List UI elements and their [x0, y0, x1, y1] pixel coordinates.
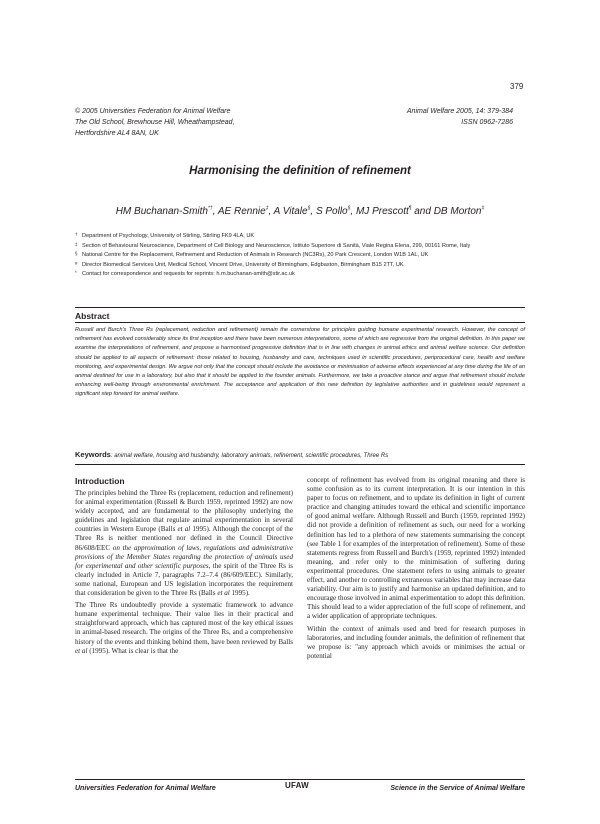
abstract-heading: Abstract — [75, 311, 110, 321]
issn: ISSN 0962-7286 — [461, 119, 513, 126]
affiliation-item: ‡ Section of Behavioural Neuroscience, Department of Cell Biology and Neuroscience, Istituto Superiore di Sanità, Viale Regina Elena, 299, 00161 Rome, Italy — [75, 241, 471, 249]
keywords-label: Keywords — [75, 450, 111, 459]
author-list — [0, 206, 600, 217]
copyright-line: © 2005 Universities Federation for Animal Welfare — [75, 108, 231, 115]
affiliation-item: § National Centre for the Replacement, Refinement and Reduction of Animals in Research (NC3Rs), 20 Park Crescent, London W1B 1AL, UK — [75, 251, 429, 259]
journal-header-left — [75, 106, 315, 139]
paragraph: concept of refinement has evolved from its original meaning and there is some confusion as to its current interpretation. It is our intention in this paper to focus on refinement, and to update its definition in light of current practice and changing attitudes toward the ethical and scientific importance of good animal welfare. Although Russell and Burch (1959, reprinted 1992) did not provide a definition of refinement as such, our need for a working definition has led to a plethora of new statements summarising the concept (see Table 1 for examples of the interpretation of refinement). Some of these statements regress from Russell and Burch's (1959, reprinted 1992) intended meaning, and refer only to the minimisation of suffering during experimental procedures. One statement refers to using animals to greater effect, and another to controlling extraneous variables that may increase data variability. Our aim is to justify and harmonise an updated definition, and to encourage those involved in animal experimentation to adopt this definition. This should lead to a wider appreciation of the full scope of refinement, and a wider application of appropriate techniques. — [307, 476, 525, 621]
body-column-right — [307, 476, 525, 661]
ufaw-logo-icon: UFAW — [285, 781, 309, 790]
abstract-rule-top — [75, 307, 525, 308]
address-line-2: Hertfordshire AL4 8AN, UK — [75, 130, 159, 137]
address-line-1: The Old School, Brewhouse Hill, Wheathampstead, — [75, 119, 235, 126]
keywords — [75, 450, 525, 459]
introduction-heading: Introduction — [75, 476, 125, 486]
paragraph: The Three Rs undoubtedly provide a systematic framework to advance humane experimental technique. Their value lies in their practical and straightforward approach, which has captured most of the key ethical issues in animal-based research. The origins of the Three Rs, and a comprehensive history of the events and thinking behind them, have been reviewed by Balls et al (1995). What is clear is that the — [75, 601, 293, 655]
body-column-left — [75, 489, 293, 656]
affiliations — [75, 232, 525, 279]
journal-header-right — [313, 106, 513, 128]
affiliation-item: * Contact for correspondence and requests for reprints: h.m.buchanan-smith@stir.ac.uk — [75, 270, 295, 278]
affiliation-item: † Department of Psychology, University of Stirling, Stirling FK9 4LA, UK — [75, 232, 255, 239]
author: S Pollo§, — [315, 206, 356, 218]
abstract-text: Russell and Burch's Three Rs (replacement, reduction and refinement) remain the cornerstone for principles guiding humane experimental research. However, the concept of refinement has evolved considerably since its first inception and there have been numerous interpretations, some of which are regressive from the original definition. In this paper we examine the interpretations of refinement, and propose a harmonised progressive definition that is in line with changes in animal ethics and animal welfare science. Our definition should be applied to all aspects of refinement: those related to housing, husbandry and care, techniques used in scientific procedures, periprocedural care, health and welfare monitoring, and experimental design. We argue not only that the concept should include the avoidance or minimisation of adverse effects experienced at any time during the life of an animal destined for use in a laboratory, but also that it should be applied to the founder animals. Furthermore, we take a proactive stance and argue that refinement should include enhancing well-being through environmental enrichment. The acceptance and application of this new definition by legislative authorities and in guidelines would represent a significant step forward for animal welfare. — [75, 327, 525, 398]
paragraph: The principles behind the Three Rs (replacement, reduction and refinement) for animal experimentation (Russell & Burch 1959, reprinted 1992) are now widely accepted, and are fundamental to the philosophy underlying the guidelines and legislation that regulate animal experimentation in several countries in Western Europe (Balls et al 1995). Although the concept of the Three Rs is neither mentioned nor defined in the Council Directive 86/608/EEC on the approximation of laws, regulations and administrative provisions of the Member States regarding the protection of animals used for experimental and other scientific purposes, the spirit of the Three Rs is clearly included in Article 7, paragraphs 7.2–7.4 (86/609/EEC). Similarly, some national, European and US legislation incorporates the requirement that consideration be given to the Three Rs (Balls et al 1995). — [75, 489, 293, 598]
author: DB Morton# — [433, 206, 485, 218]
footer-publisher: Universities Federation for Animal Welfare — [75, 785, 216, 792]
keywords-text: : animal welfare, housing and husbandry, laboratory animals, refinement, scientific procedures, Three Rs — [110, 453, 389, 459]
author: AE Rennie‡, — [217, 206, 274, 218]
abstract-rule — [75, 322, 525, 323]
paper-title: Harmonising the definition of refinement — [189, 165, 411, 177]
journal-citation: Animal Welfare 2005, 14: 379-384 — [406, 108, 513, 115]
page-number: 379 — [510, 82, 524, 91]
author: MJ Prescott¶ and — [355, 206, 434, 218]
footer-slogan: Science in the Service of Animal Welfare — [390, 785, 525, 792]
paragraph: Within the context of animals used and bred for research purposes in laboratories, and including founder animals, the definition of refinement that we propose is: "any approach which avoids or minimises the actual or potential — [307, 624, 525, 660]
author: HM Buchanan-Smith*†, — [115, 206, 218, 218]
keywords-rule — [75, 464, 525, 465]
author: A Vitale§, — [273, 206, 316, 218]
affiliation-item: # Director Biomedical Services Unit, Medical School, Vincent Drive, University of Birmingham, Edgbaston, Birmingham B15 2TT, UK — [75, 260, 404, 268]
footer-rule — [75, 779, 525, 780]
